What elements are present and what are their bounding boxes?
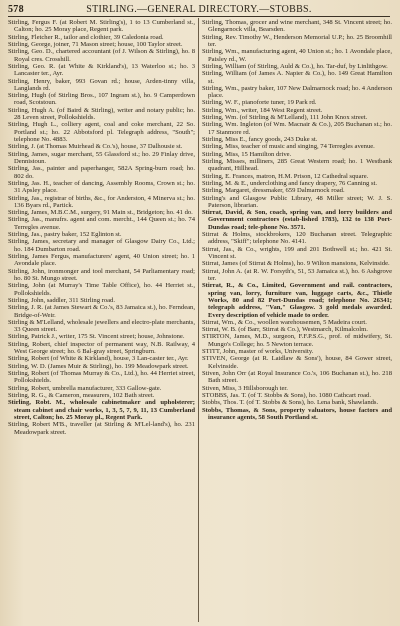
page-title: STIRLING.—GENERAL DIRECTORY.—STOBBS. xyxy=(86,4,312,15)
directory-entry: Stirling, Jas., pastry baker, 152 Eglinton st. xyxy=(8,231,122,239)
directory-entry: Stirling, Margaret, dressmaker, 659 Dalmarnock road. xyxy=(202,187,345,195)
directory-entry: Stirling, M. & E., underclothing and fancy drapery, 76 Canning st. xyxy=(202,179,378,187)
directory-entry: Stirling, Misses, milliners, 285 Great Western road; ho. 1 Westbank quadrant, Hillhead. xyxy=(202,157,392,173)
directory-entry: Stirling, W. D. (James Muir & Stirling), ho. 199 Meadowpark street. xyxy=(8,362,189,370)
directory-entry: Stirling, James, M.B.C.M., surgery, 91 Main st., Bridgeton; ho. 41 do. xyxy=(8,209,193,217)
directory-entry: Stirrat, Jas., & Co., wrights, 199 and 201 Bothwell st.; ho. 421 St. Vincent st. xyxy=(202,245,392,260)
directory-entry: Stiven, John Orr (at Royal Insurance Co.'s, 106 Buchanan st.), ho. 218 Bath street. xyxy=(202,370,392,385)
directory-entry: Stirling, James, secretary and manager of Glasgow Dairy Co., Ltd.; ho. 184 Dumbarton road. xyxy=(8,238,195,253)
directory-entry: Stirling, Geo. R. (at White & Kirkland's), 13 Waterloo st.; ho. 3 Lancaster ter., Ayr. xyxy=(8,62,195,78)
directory-entry: Stirling, William (of James A. Napier & Co.), ho. 149 Great Hamilton st. xyxy=(202,70,392,85)
directory-entry: Stirling, John, saddler, 311 Stirling road. xyxy=(8,296,115,304)
directory-entry: Stirling, John, ironmonger and tool merchant, 54 Parliamentary road; ho. 80 St. Mungo street. xyxy=(8,267,195,282)
directory-entry: Stirling, Wm., manufacturing agent, 40 Union st.; ho. 1 Avondale place, Paisley rd., W. xyxy=(202,48,392,63)
directory-entry: STOBBS, Jas. T. (of T. Stobbs & Sons), ho. 1080 Cathcart road. xyxy=(202,391,371,399)
page-number: 578 xyxy=(8,4,24,15)
directory-entry: Stirling, Wm. Ingleton (of Wm. Macnair & Co.), 205 Buchanan st.; ho. 17 Stanmore rd. xyxy=(202,121,392,136)
directory-entry: Stirling, Fergus F. (at Robert M. Stirling's), 1 to 13 Cumberland st., Calton; ho. 25 Moray place, Regent park. xyxy=(8,19,195,34)
directory-entry: Stobbs, Thos. T. (of T. Stobbs & Sons), ho. Lena bank, Shawlands. xyxy=(202,399,379,407)
directory-entry: Stirling, Jas., manufrs. agent and com. mercht., 144 Queen st.; ho. 74 Terregles avenue. xyxy=(8,216,195,231)
directory-entry: Stirrat, Wm., & Co., woollen warehousemen, 5 Madeira court. xyxy=(202,318,367,326)
directory-entry: Stirrat & Holms, stockbrokers, 120 Buchanan street. Telegraphic address, "Skiff"; telephone No. 4141. xyxy=(202,231,392,246)
directory-entry: Stirrat, W. B. (of Barr, Stirrat & Co.), Westmarch, Kilmalcolm. xyxy=(202,326,368,334)
directory-entry: Stirling, Robert (of Thomas Murray & Co., Ltd.), ho. 44 Herriet street, Pollokshields. xyxy=(8,370,195,385)
directory-entry: Stirling, Geo. D., chartered accountant (of J. Wilson & Stirling), ho. 8 Royal cres. Crosshill. xyxy=(8,48,195,63)
directory-entry: Stirling, James, sugar merchant, 55 Glassford st.; ho. 29 Finlay drive, Dennistoun. xyxy=(8,150,195,165)
directory-entry: Stirling, Wm., writer, 184 West Regent street. xyxy=(202,106,323,114)
directory-entry: Stirling, Wm. (of Stirling & M'Lelland), 111 John Knox street. xyxy=(202,114,368,122)
directory-entry: Stirling, Hugh L., colliery agent, coal and coke merchant, 22 So. Portland st.; ho. 22 Abbotsford pl. Telegraph address, "South"; telephone No. 4883. xyxy=(8,121,195,143)
directory-entry: Stirling, R. G., & Cameron, measurers, 102 Bath street. xyxy=(8,391,155,399)
directory-entry: Stirling, Robert, chief inspector of permanent way, N.B. Railway, 4 West George street; ho. 6 Bal-gray street, Springburn. xyxy=(8,340,195,356)
directory-entry: Stirling, Hugh (of Stirling Bros., 107 Ingram st.), ho. 9 Camperdown road, Scotstoun. xyxy=(8,92,195,107)
directory-entry: Stirling, Robert (of White & Kirkland), house, 3 Lan-caster ter., Ayr. xyxy=(8,355,189,363)
directory-entry: Stiven, Miss, 3 Hillsborough ter. xyxy=(202,384,288,392)
directory-entry: Stirling, Miss E., fancy goods, 243 Duke st. xyxy=(202,136,318,143)
directory-entry: Stirling, Miss, teacher of music and singing, 74 Terregles avenue. xyxy=(202,143,375,151)
directory-entry: Stirrat, David, & Son, coach, spring van, and lorry builders and Government contractors (estab-lished 1783), 132 to 138 Port-Dundas road; tele-phone No. 3571. xyxy=(202,209,392,231)
directory-entry: Stirrat, James (of Stirrat & Holms), ho. 9 Wilton mansions, Kelvinside. xyxy=(202,260,390,268)
column-divider xyxy=(198,18,199,622)
directory-entry: Stirrat, John A. (at R. W. Forsyth's, 51, 53 Jamaica st.), ho. 6 Ashgrove ter. xyxy=(202,267,392,282)
right-column xyxy=(202,19,392,623)
directory-entry: STITT, John, master of works, University. xyxy=(202,348,314,356)
directory-entry: Stirling, William (of Stirling, Auld & Co.), ho. Tar-duf, by Linlithgow. xyxy=(202,62,388,70)
directory-entry: Stirling, Thomas, grocer and wine merchant, 348 St. Vincent street; ho. Glengarnock villa, Bearsden. xyxy=(202,19,392,34)
directory-entry: Stirling, Fletcher R., tailor and clothier, 39 Caledonia road. xyxy=(8,33,164,41)
header-rule xyxy=(8,16,390,17)
directory-entry: Stirling, Jas., painter and paperhanger, 582A Spring-burn road; ho. 802 do. xyxy=(8,165,195,180)
directory-entry: Stirling, Wm., pastry baker, 107 New Dalmarnock road; ho. 4 Anderson place. xyxy=(202,84,392,100)
directory-entry: Stirling & M'Lelland, wholesale jewellers and electro-plate merchants, 33 Queen street. xyxy=(8,318,195,334)
directory-entry: Stobbs, Thomas, & Sons, property valuators, house factors and insurance agents, 58 South Portland st. xyxy=(202,406,392,421)
directory-entry: Stirling, Jas., registrar of births, &c., for Anderston, 4 Minerva st.; ho. 136 Byars rd., Partick. xyxy=(8,194,195,209)
directory-entry: Stirling, Hugh A. (of Baird & Stirling), writer and notary public; ho. 28 Leven street, Pollokshields. xyxy=(8,106,195,122)
directory-entry: Stirling, Robt. M., wholesale cabinetmaker and upholsterer; steam cabinet and chair works, 1, 3, 5, 7, 9, 11, 13 Cumberland street, Calton; ho. 25 Moray pl., Regent Park. xyxy=(8,399,195,421)
directory-entry: Stirling, Miss, 15 Hamilton drive. xyxy=(202,150,292,158)
left-column xyxy=(8,19,195,623)
directory-entry: Stirling, W. F., pianoforte tuner, 19 Park rd. xyxy=(202,99,317,107)
directory-entry: Stirling, George, joiner, 71 Mason street; house, 100 Taylor street. xyxy=(8,40,183,48)
directory-entry: Stirling, J. R. (at James Stewart & Co.'s, 83 Jamaica st.), ho. Ferndean, Bridge-of-Weir. xyxy=(8,304,195,319)
directory-entry: Stirling, Jas. H., teacher of dancing, Assembly Rooms, Crown st.; ho. 31 Apsley place. xyxy=(8,179,195,195)
directory-entry: Stirling, James Fergus, manufacturers' agent, 40 Union street; ho. 1 Avondale place. xyxy=(8,253,195,268)
directory-entry: Stirling, John (at Murray's Time Table Office), ho. 44 Herriet st., Pollokshields. xyxy=(8,282,195,297)
directory-entry: Stirling, Robert, umbrella manufacturer, 333 Gallow-gate. xyxy=(8,384,162,392)
directory-entry: STIVEN, George (at R. Laidlaw & Sons'), house, 84 Gower street, Kelvinside. xyxy=(202,355,392,370)
directory-entry: Stirling, E. Frances, matron, H.M. Prison, 12 Cathedral square. xyxy=(202,172,369,180)
directory-entry: Stirling, J. (at Thomas Muirhead & Co.'s), house, 37 Dalhousie st. xyxy=(8,143,183,151)
directory-entry: Stirling, Robert M'B., traveller (at Stirling & M'Lel-land's), ho. 231 Meadowpark street. xyxy=(8,421,195,436)
directory-entry: Stirling, Patrick J., writer, 175 St. Vincent street; house, Johnstone. xyxy=(8,333,185,341)
directory-entry: Stirrat, R., & Co., Limited, Government and rail. contractors, spring van, lorry, furniture van, luggage carts, &c., Thistle Works, 80 and 82 Port-Dundas road; telephone No. 26341; telegraph address, "Van," Glasgow. 3 gold medals awarded. Every description of vehicle made to order. xyxy=(202,282,392,319)
directory-entry: Stirling, Henry, baker, 993 Govan rd.; house, Arden-tinny villa, Langlands rd. xyxy=(8,77,195,92)
directory-entry: Stirling's and Glasgow Public Library, 48 Miller street; W. J. S. Paterson, librarian. xyxy=(202,194,392,209)
directory-entry: Stirling, Rev. Timothy W., Henderson Memorial U.P.; ho. 25 Broomhill ter. xyxy=(202,33,392,48)
directory-entry: STIRTON, James, M.D., surgeon, F.F.P.S.G., prof. of midwifery, St. Mungo's College; ho. 5 Newton terrace. xyxy=(202,333,392,348)
